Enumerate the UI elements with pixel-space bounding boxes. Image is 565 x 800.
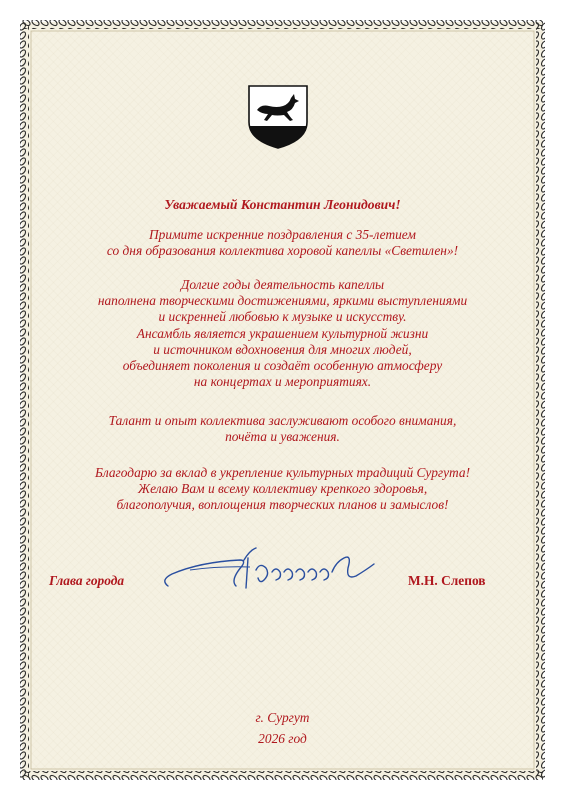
paragraph-talent xyxy=(40,413,525,445)
text-line: Благодарю за вклад в укрепление культурных традиций Сургута! xyxy=(94,465,471,480)
year: 2026 год xyxy=(258,731,307,746)
text-line: Желаю Вам и всему коллективу крепкого здоровья, xyxy=(137,481,428,497)
text-line: Талант и опыт коллектива заслуживают особого внимания, xyxy=(108,413,457,428)
city: г. Сургут xyxy=(255,710,310,725)
text-line: почёта и уважения. xyxy=(225,429,340,445)
paragraph-wishes xyxy=(40,465,525,514)
text-line: наполнена творческими достижениями, яркими выступлениями xyxy=(97,293,468,309)
text-line: Ансамбль является украшением культурной жизни xyxy=(136,325,429,341)
text-line: Примите искренние поздравления с 35-летием xyxy=(149,227,416,242)
text-line: со дня образования коллектива хоровой капеллы «Светилен»! xyxy=(106,243,459,259)
text-line: на концертах и мероприятиях. xyxy=(193,374,372,390)
handwritten-signature xyxy=(160,540,408,596)
paragraph-achievements xyxy=(40,277,525,390)
signatory-name: М.Н. Слепов xyxy=(408,573,486,588)
greeting: Уважаемый Константин Леонидович! xyxy=(164,197,401,212)
text-line: и источником вдохновения для многих людей, xyxy=(153,341,412,357)
paragraph-congratulation xyxy=(40,227,525,259)
fox-coat-of-arms-icon xyxy=(247,84,309,150)
text-line: Долгие годы деятельность капеллы xyxy=(180,277,385,292)
text-line: и искренней любовью к музыке и искусству. xyxy=(158,309,407,325)
text-line: объединяет поколения и создаёт особенную атмосферу xyxy=(122,358,443,374)
position-title: Глава города xyxy=(49,573,125,588)
text-line: благополучия, воплощения творческих планов и замыслов! xyxy=(116,497,449,513)
